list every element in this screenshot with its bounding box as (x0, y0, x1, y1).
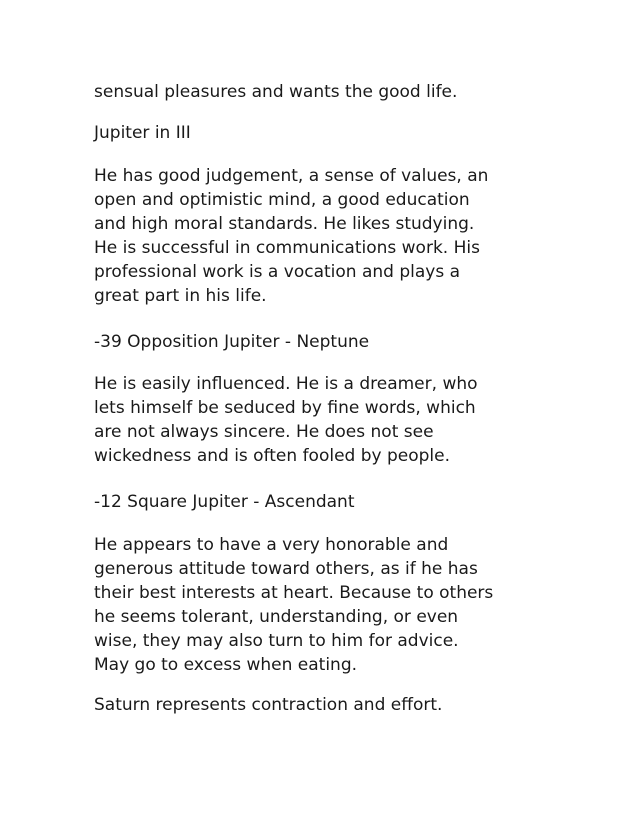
text-line: -39 Opposition Jupiter - Neptune (94, 332, 370, 352)
heading-opposition-jupiter-neptune (94, 330, 614, 354)
text-line: He is successful in communications work. His (94, 238, 480, 258)
text-line: wise, they may also turn to him for advice. (94, 631, 459, 651)
text-line: He appears to have a very honorable and (94, 535, 449, 555)
text-line: Saturn represents contraction and effort. (94, 695, 443, 715)
text-line: open and optimistic mind, a good education (94, 190, 470, 210)
paragraph-square-jupiter-ascendant (94, 533, 614, 677)
text-line: -12 Square Jupiter - Ascendant (94, 492, 355, 512)
text-line: generous attitude toward others, as if he has (94, 559, 478, 579)
text-line: He is easily influenced. He is a dreamer, who (94, 374, 478, 394)
heading-jupiter-in-iii (94, 121, 614, 145)
heading-square-jupiter-ascendant (94, 490, 614, 514)
text-line: sensual pleasures and wants the good life. (94, 82, 458, 102)
paragraph-opposition-jupiter-neptune (94, 372, 614, 468)
paragraph-intro (94, 80, 614, 104)
paragraph-jupiter-in-iii (94, 164, 614, 308)
text-line: great part in his life. (94, 286, 267, 306)
text-line: professional work is a vocation and plays a (94, 262, 461, 282)
text-line: lets himself be seduced by fine words, which (94, 398, 476, 418)
text-line: and high moral standards. He likes studying. (94, 214, 475, 234)
text-line: wickedness and is often fooled by people. (94, 446, 451, 466)
text-line: May go to excess when eating. (94, 655, 358, 675)
text-line: He has good judgement, a sense of values, an (94, 166, 489, 186)
paragraph-saturn (94, 693, 614, 717)
text-line: their best interests at heart. Because to others (94, 583, 494, 603)
text-line: he seems tolerant, understanding, or even (94, 607, 459, 627)
text-line: are not always sincere. He does not see (94, 422, 434, 442)
text-line: Jupiter in III (94, 123, 191, 143)
